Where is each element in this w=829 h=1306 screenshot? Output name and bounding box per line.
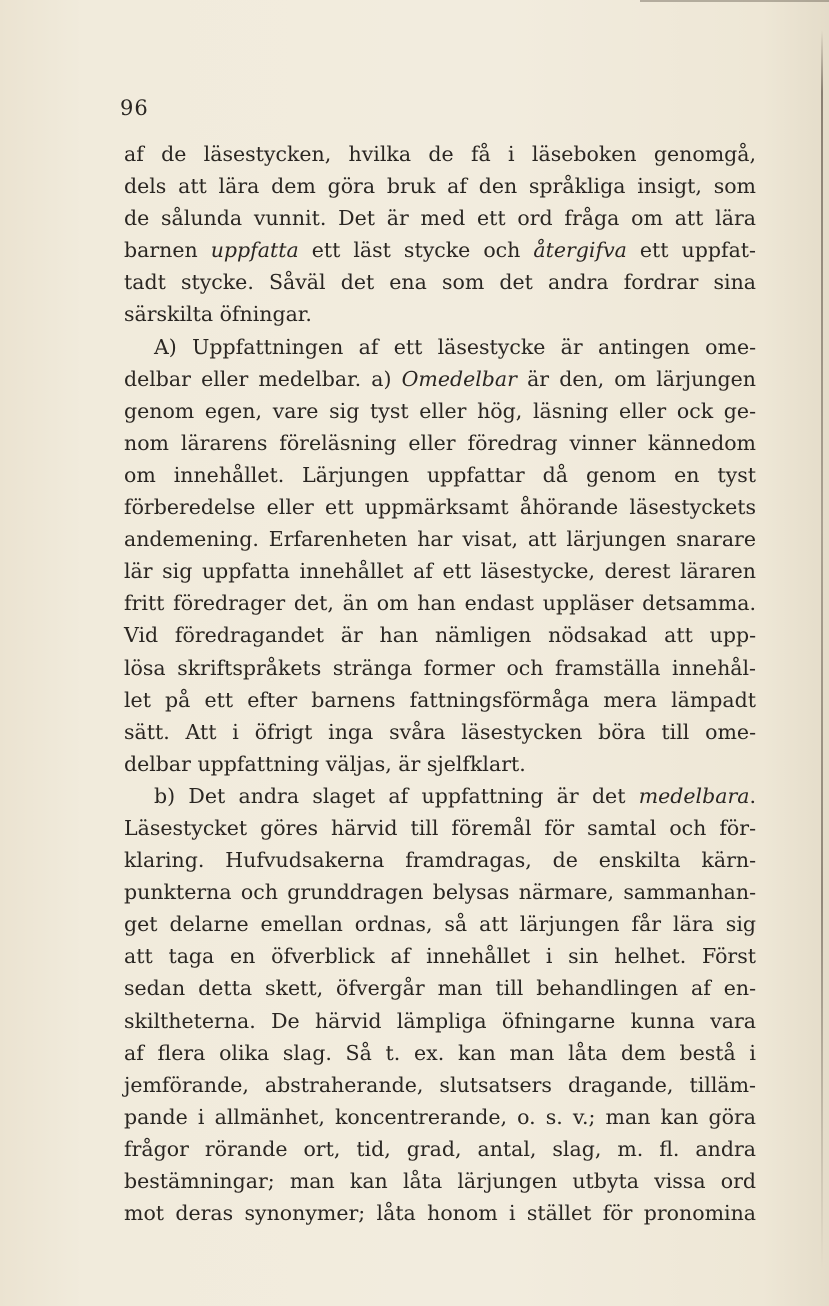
text-line: skiltheterna. De härvid lämpliga öfningarne kunna vara — [124, 1008, 756, 1033]
text-line: delbar eller medelbar. a) Omedelbar är den, om lärjungen — [124, 366, 756, 391]
text-line: att taga en öfverblick af innehållet i sin helhet. Först — [124, 944, 756, 969]
emphasis: Omedelbar — [401, 366, 517, 391]
page-right-edge — [821, 30, 823, 1270]
text-line: b) Det andra slaget af uppfattning är det medelbara. — [154, 783, 756, 808]
text-line: frågor rörande ort, tid, grad, antal, slag, m. fl. andra — [124, 1136, 756, 1161]
text-line: sedan detta skett, öfvergår man till behandlingen af en- — [124, 976, 756, 1001]
text-line: Läsestycket göres härvid till föremål för samtal och för- — [124, 815, 756, 840]
text-line: af de läsestycken, hvilka de få i läseboken genomgå, — [124, 142, 756, 166]
text-line: de sålunda vunnit. Det är med ett ord fråga om att lära — [124, 206, 756, 231]
body-text — [124, 138, 756, 1229]
text-line: af flera olika slag. Så t. ex. kan man låta dem bestå i — [124, 1040, 756, 1065]
text-line: delbar uppfattning väljas, är sjelfklart. — [124, 751, 526, 776]
text-line: lösa skriftspråkets stränga former och framställa innehål- — [124, 655, 756, 680]
text-line: andemening. Erfarenheten har visat, att lärjungen snarare — [124, 527, 756, 552]
text-line: särskilta öfningar. — [124, 302, 312, 327]
text-line: bestämningar; man kan låta lärjungen utbyta vissa ord — [124, 1169, 756, 1193]
text-line: om innehållet. Lärjungen uppfattar då genom en tyst — [124, 462, 756, 487]
page-top-edge — [640, 0, 829, 2]
text-line: punkterna och grunddragen belysas närmare, sammanhan- — [124, 880, 756, 905]
text-line: genom egen, vare sig tyst eller hög, läsning eller ock ge- — [124, 398, 756, 423]
page-number: 96 — [120, 96, 149, 120]
emphasis: uppfatta — [210, 238, 299, 263]
emphasis: medelbara — [638, 783, 750, 808]
text-line: fritt föredrager det, än om han endast uppläser detsamma. — [124, 591, 756, 616]
emphasis: återgifva — [533, 238, 627, 263]
text-line: klaring. Hufvudsakerna framdragas, de enskilta kärn- — [124, 848, 756, 873]
text-line: lär sig uppfatta innehållet af ett läsestycke, derest läraren — [124, 559, 756, 584]
text-line: A) Uppfattningen af ett läsestycke är antingen ome- — [154, 334, 756, 359]
text-line: nom lärarens föreläsning eller föredrag vinner kännedom — [124, 430, 756, 455]
text-line: jemförande, abstraherande, slutsatsers dragande, tilläm- — [124, 1072, 756, 1097]
text-line: get delarne emellan ordnas, så att lärjungen får lära sig — [124, 912, 756, 937]
text-line: tadt stycke. Såväl det ena som det andra fordrar sina — [124, 270, 756, 295]
text-line: dels att lära dem göra bruk af den språkliga insigt, som — [124, 174, 756, 199]
text-line: sätt. Att i öfrigt inga svåra läsestycken böra till ome- — [124, 719, 756, 744]
text-line: förberedelse eller ett uppmärksamt åhörande läsestyckets — [124, 495, 756, 520]
text-line: mot deras synonymer; låta honom i stället för pronomina — [124, 1201, 756, 1226]
text-line: pande i allmänhet, koncentrerande, o. s. v.; man kan göra — [124, 1104, 756, 1129]
text-line: Vid föredragandet är han nämligen nödsakad att upp- — [124, 623, 756, 648]
text-line: let på ett efter barnens fattningsförmåga mera lämpadt — [124, 687, 756, 712]
text-line: barnen uppfatta ett läst stycke och återgifva ett uppfat- — [124, 238, 756, 263]
